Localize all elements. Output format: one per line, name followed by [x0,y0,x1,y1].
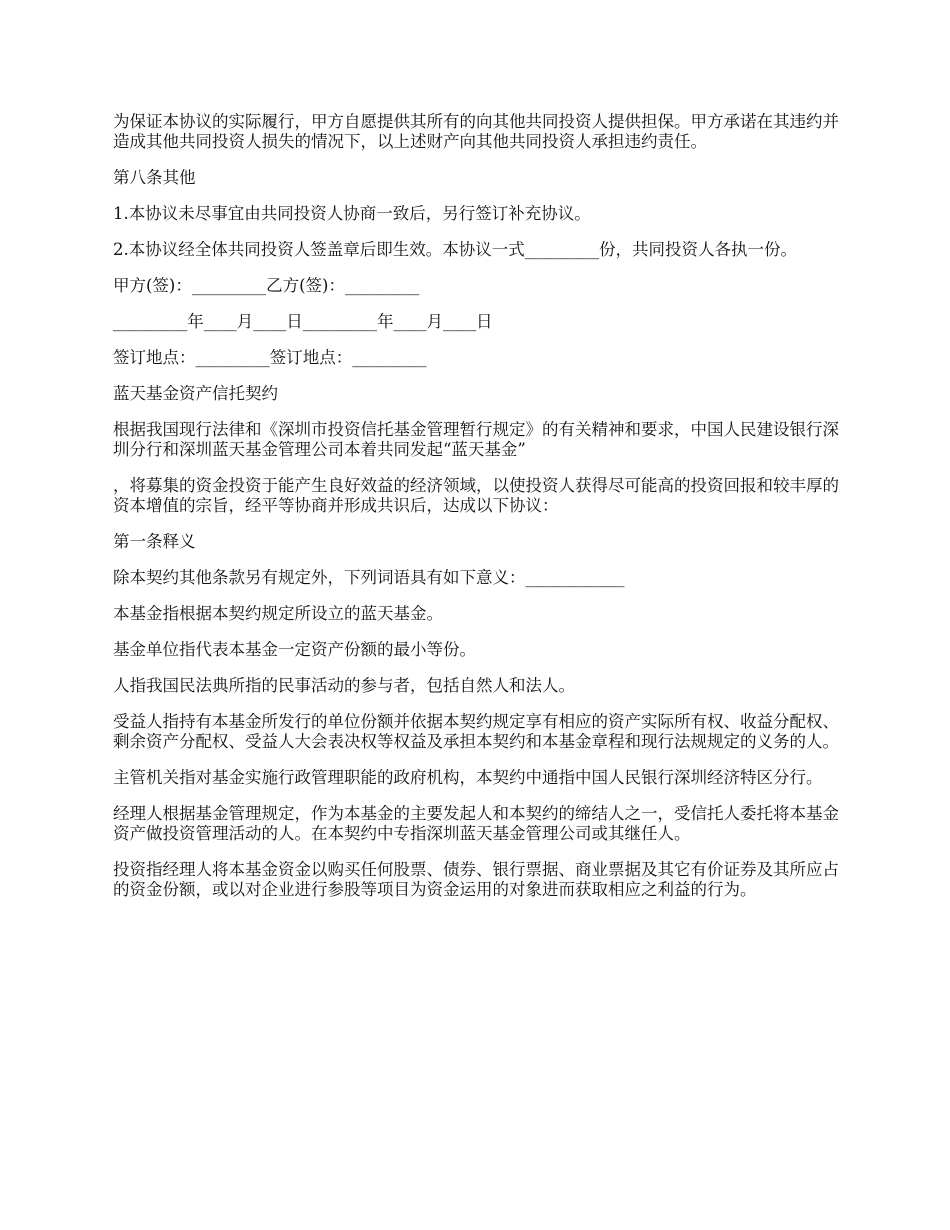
heading-article-1: 第一条释义 [113,532,196,551]
paragraph-clause-2: 2.本协议经全体共同投资人签盖章后即生效。本协议一式_________份，共同投资人各执一份。 [113,240,797,259]
paragraph-preamble: 根据我国现行法律和《深圳市投资信托基金管理暂行规定》的有关精神和要求，中国人民建设银行深圳分行和深圳蓝天基金管理公司本着共同发起“蓝天基金” [113,420,839,459]
contract-title: 蓝天基金资产信托契约 [113,384,278,403]
heading-article-8: 第八条其他 [113,168,196,187]
paragraph-definitions-intro: 除本契约其他条款另有规定外，下列词语具有如下意义：____________ [113,568,625,587]
definition-person: 人指我国民法典所指的民事活动的参与者，包括自然人和法人。 [113,676,575,695]
date-line: _________年____月____日_________年____月____日 [113,312,493,331]
signature-line: 甲方(签)：_________乙方(签)：_________ [113,276,420,295]
paragraph-guarantee: 为保证本协议的实际履行，甲方自愿提供其所有的向其他共同投资人提供担保。甲方承诺在其违约并造成其他共同投资人损失的情况下，以上述财产向其他共同投资人承担违约责任。 [113,112,839,151]
document-body [113,112,843,916]
definition-fund-unit: 基金单位指代表本基金一定资产份额的最小等份。 [113,640,476,659]
signing-place-line: 签订地点：_________签订地点：_________ [113,348,427,367]
paragraph-purpose: ，将募集的资金投资于能产生良好效益的经济领域，以使投资人获得尽可能高的投资回报和较丰厚的资本增值的宗旨，经平等协商并形成共识后，达成以下协议： [113,476,839,515]
paragraph-clause-1: 1.本协议未尽事宜由共同投资人协商一致后，另行签订补充协议。 [113,204,591,223]
definition-fund: 本基金指根据本契约规定所设立的蓝天基金。 [113,604,443,623]
definition-beneficiary: 受益人指持有本基金所发行的单位份额并依据本契约规定享有相应的资产实际所有权、收益分配权、剩余资产分配权、受益人大会表决权等权益及承担本契约和本基金章程和现行法规规定的义务的人。 [113,712,839,751]
definition-investment: 投资指经理人将本基金资金以购买任何股票、债券、银行票据、商业票据及其它有价证券及其所应占的资金份额，或以对企业进行参股等项目为资金运用的对象进而获取相应之利益的行为。 [113,860,839,899]
definition-manager: 经理人根据基金管理规定，作为本基金的主要发起人和本契约的缔结人之一，受信托人委托将本基金资产做投资管理活动的人。在本契约中专指深圳蓝天基金管理公司或其继任人。 [113,804,839,843]
definition-authority: 主管机关指对基金实施行政管理职能的政府机构，本契约中通指中国人民银行深圳经济特区分行。 [113,768,823,787]
